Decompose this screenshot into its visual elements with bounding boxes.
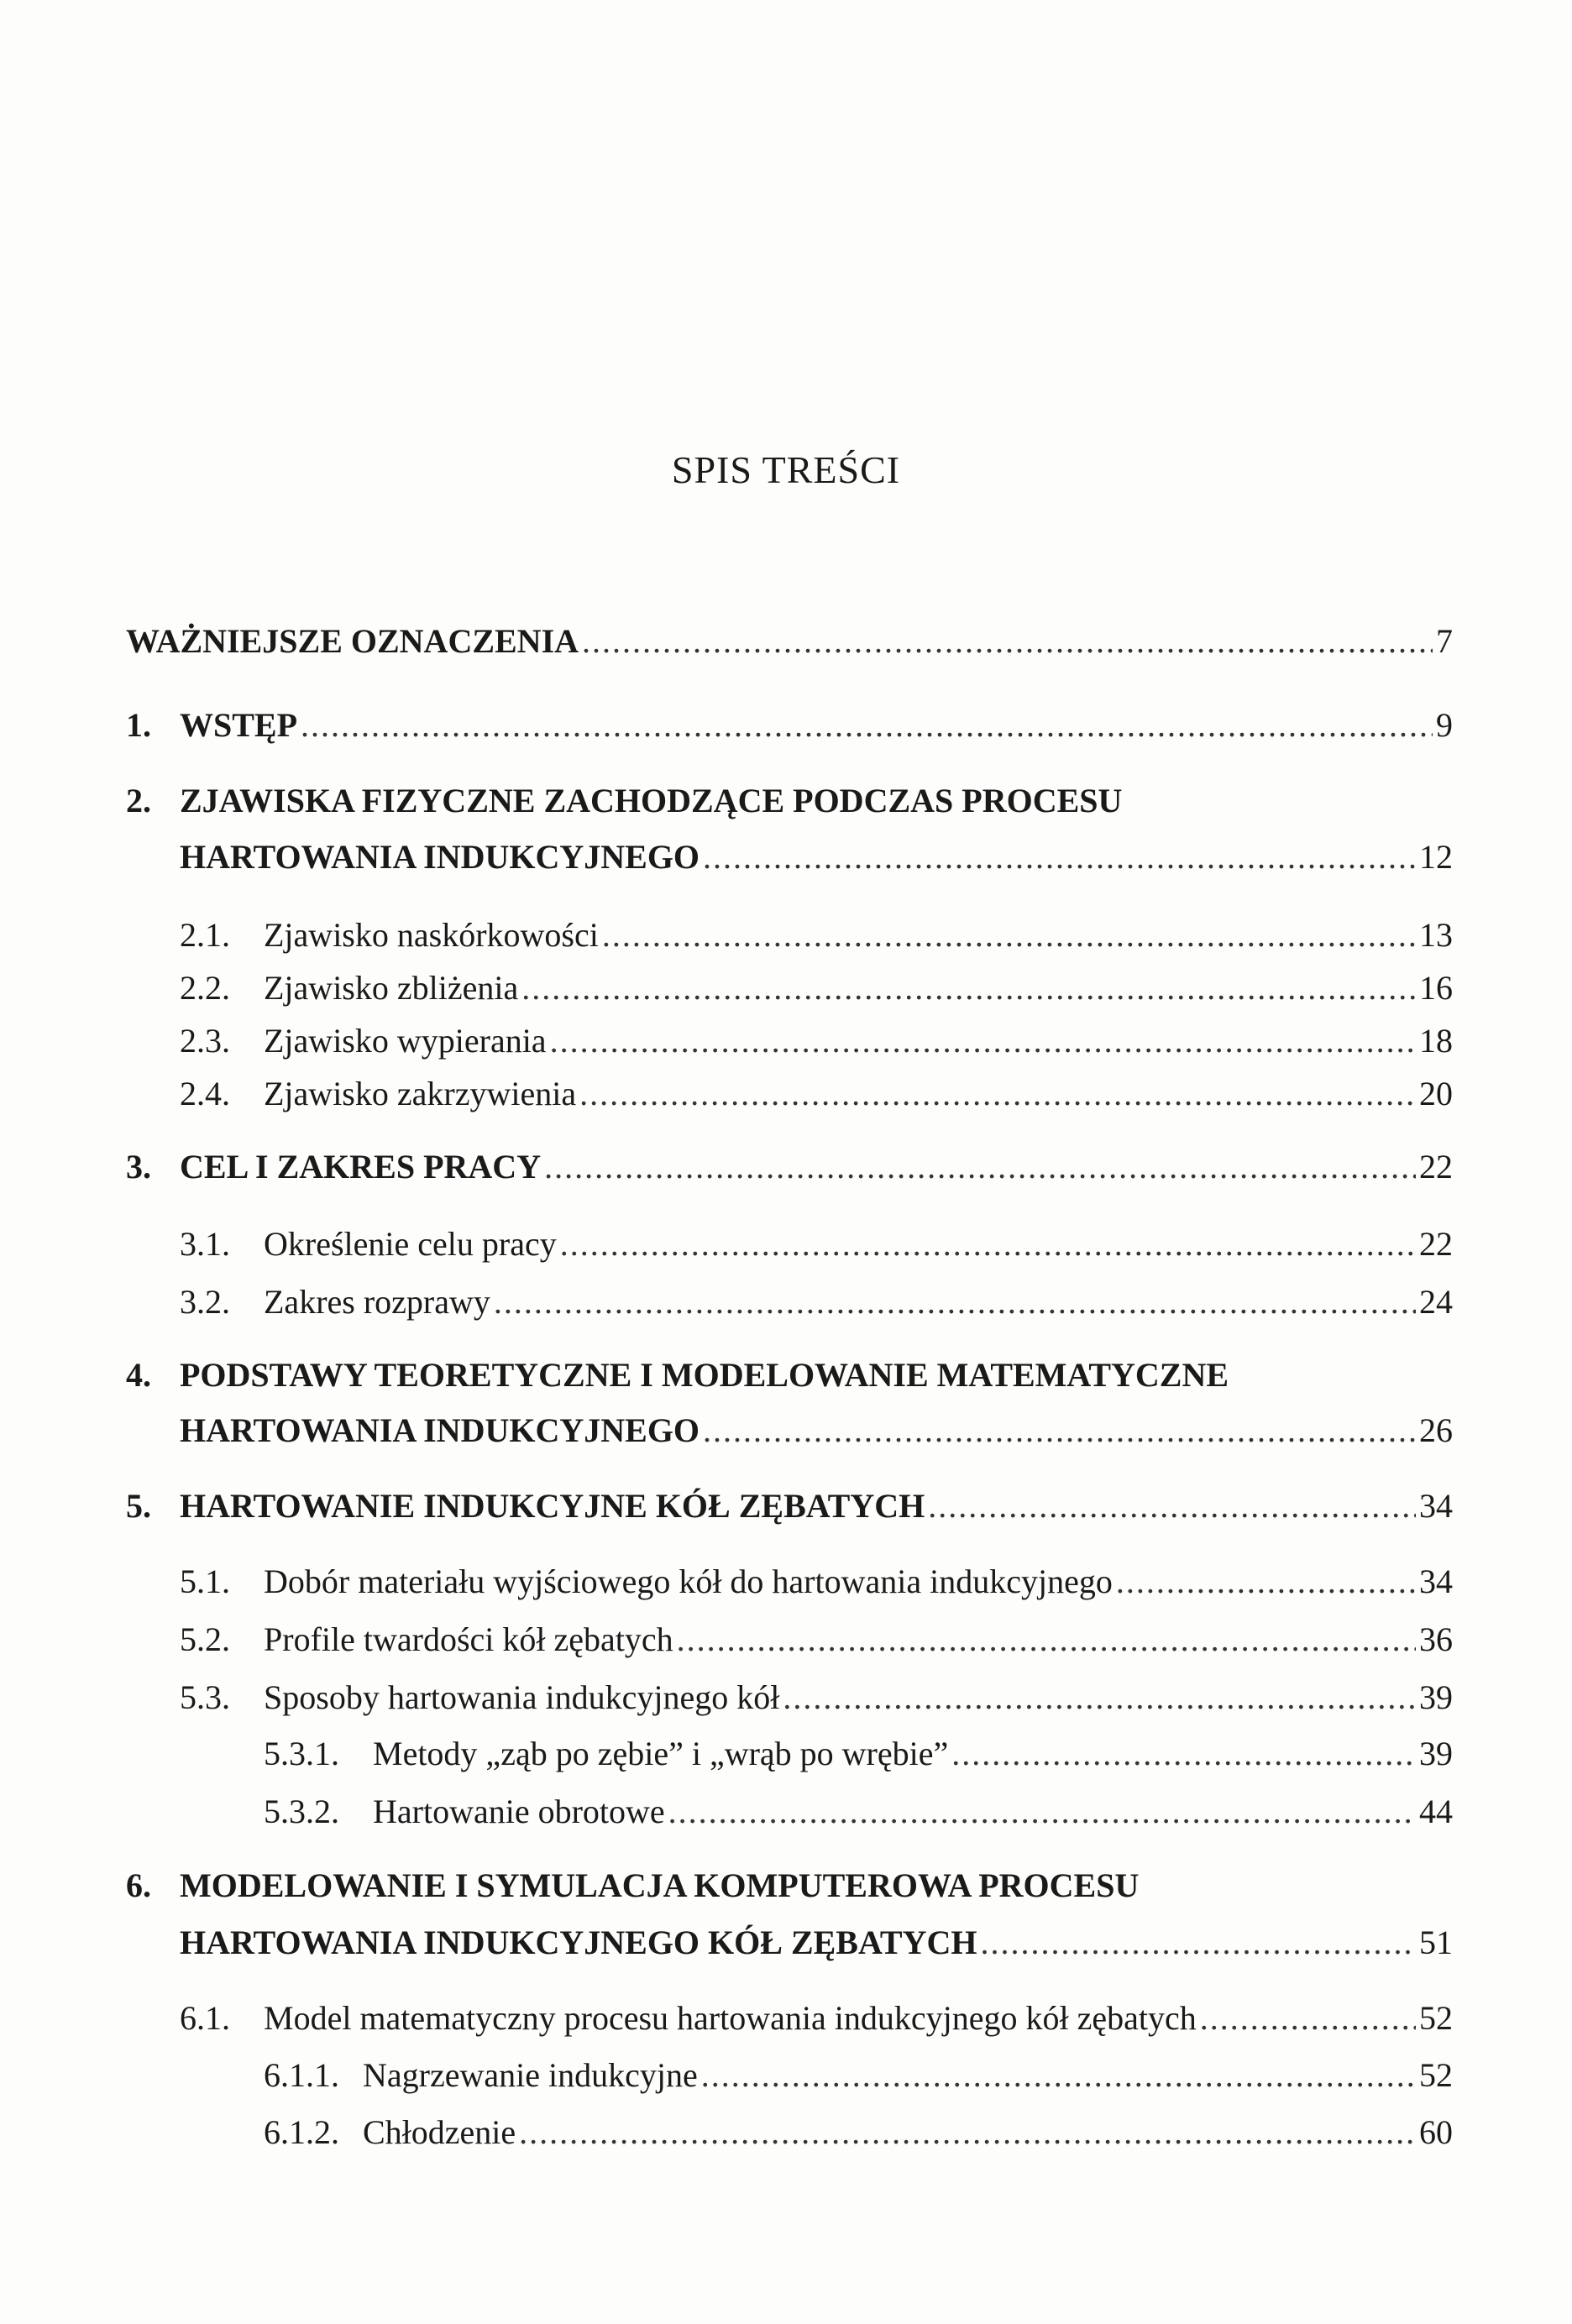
page-title: SPIS TREŚCI — [671, 448, 901, 491]
toc-entry-label: Chłodzenie — [363, 2113, 516, 2151]
toc-entry[interactable] — [180, 1997, 1453, 2040]
dot-leader — [703, 1409, 1416, 1452]
toc-entry[interactable] — [126, 704, 1453, 747]
toc-entry-number: 5.3. — [180, 1678, 230, 1716]
toc-entry-label: HARTOWANIA INDUKCYJNEGO — [180, 1411, 700, 1449]
dot-leader — [301, 704, 1433, 747]
dot-leader — [519, 2111, 1416, 2154]
toc-entry[interactable] — [126, 620, 1453, 663]
dot-leader — [560, 1222, 1416, 1266]
toc-entry-label: Hartowanie obrotowe — [373, 1793, 665, 1830]
toc-page-number: 51 — [1419, 1924, 1453, 1961]
dot-leader — [668, 1790, 1416, 1834]
toc-page-number: 9 — [1436, 706, 1453, 744]
dot-leader — [544, 1145, 1416, 1189]
toc-entry-number: 4. — [126, 1356, 151, 1394]
toc-page-number: 34 — [1419, 1562, 1453, 1600]
toc-entry-number: 3.2. — [180, 1283, 230, 1321]
toc-entry-label: Zjawisko wypierania — [264, 1022, 547, 1060]
toc-entry[interactable] — [180, 1222, 1453, 1266]
toc-entry-label: CEL I ZAKRES PRACY — [180, 1148, 542, 1186]
toc-entry-label: WAŻNIEJSZE OZNACZENIA — [126, 622, 579, 660]
toc-page-number: 36 — [1419, 1620, 1453, 1658]
toc-entry-label: HARTOWANIE INDUKCYJNE KÓŁ ZĘBATYCH — [180, 1487, 925, 1525]
toc-entry-number: 3.1. — [180, 1225, 230, 1263]
toc-entry[interactable] — [264, 1732, 1453, 1776]
toc-entry-number: 2.4. — [180, 1075, 230, 1112]
toc-page-number: 20 — [1419, 1075, 1453, 1112]
toc-entry[interactable] — [126, 1484, 1453, 1528]
toc-page-number: 22 — [1419, 1225, 1453, 1263]
toc-entry-label: Dobór materiału wyjściowego kół do hartowania indukcyjnego — [264, 1562, 1113, 1600]
dot-leader — [703, 835, 1416, 879]
toc-entry-number: 2. — [126, 782, 151, 819]
toc-page-number: 26 — [1419, 1411, 1453, 1449]
toc-entry[interactable] — [264, 2111, 1453, 2154]
toc-entry-number: 2.3. — [180, 1022, 230, 1060]
toc-entry[interactable] — [180, 1019, 1453, 1063]
toc-entry[interactable] — [180, 1280, 1453, 1324]
toc-entry-number: 2.2. — [180, 969, 230, 1007]
toc-entry[interactable] — [264, 2054, 1453, 2097]
toc-page-number: 24 — [1419, 1283, 1453, 1321]
toc-entry-label: Zjawisko zbliżenia — [264, 969, 519, 1007]
toc-entry-label: HARTOWANIA INDUKCYJNEGO KÓŁ ZĘBATYCH — [180, 1924, 977, 1961]
toc-entry-heading[interactable] — [126, 1353, 1229, 1397]
dot-leader — [579, 1072, 1416, 1116]
toc-entry[interactable] — [180, 966, 1453, 1010]
toc-entry[interactable] — [264, 1790, 1453, 1834]
dot-leader — [701, 2054, 1416, 2097]
toc-entry[interactable] — [126, 1145, 1453, 1189]
toc-page-number: 18 — [1419, 1022, 1453, 1060]
dot-leader — [677, 1618, 1416, 1662]
toc-entry-label: HARTOWANIA INDUKCYJNEGO — [180, 838, 700, 876]
toc-entry-number: 5.3.1. — [264, 1735, 339, 1772]
toc-entry-label: Sposoby hartowania indukcyjnego kół — [264, 1678, 780, 1716]
toc-entry[interactable] — [180, 1921, 1453, 1965]
toc-entry-number: 6.1.1. — [264, 2056, 339, 2094]
toc-entry-heading[interactable] — [126, 779, 1122, 823]
toc-entry[interactable] — [180, 1560, 1453, 1604]
toc-entry-label: Zjawisko naskórkowości — [264, 916, 599, 954]
toc-entry-number: 1. — [126, 706, 151, 744]
toc-entry[interactable] — [180, 835, 1453, 879]
toc-entry-number: 6.1. — [180, 1999, 230, 2037]
toc-entry-number: 3. — [126, 1148, 151, 1186]
toc-page-number: 34 — [1419, 1487, 1453, 1525]
dot-leader — [928, 1484, 1416, 1528]
toc-entry-number: 2.1. — [180, 916, 230, 954]
toc-entry-label: Zjawisko zakrzywienia — [264, 1075, 577, 1112]
dot-leader — [602, 913, 1416, 957]
dot-leader — [1200, 1997, 1416, 2040]
toc-entry-number: 6. — [126, 1866, 151, 1904]
toc-page-number: 52 — [1419, 1999, 1453, 2037]
toc-entry-label-line1: MODELOWANIE I SYMULACJA KOMPUTEROWA PROCESU — [180, 1866, 1140, 1904]
toc-entry-heading[interactable] — [126, 1864, 1139, 1908]
toc-page-number: 13 — [1419, 916, 1453, 954]
toc-entry[interactable] — [180, 1676, 1453, 1719]
dot-leader — [951, 1732, 1416, 1776]
toc-page-number: 39 — [1419, 1735, 1453, 1772]
toc-entry-label: Profile twardości kół zębatych — [264, 1620, 673, 1658]
toc-entry-number: 5.3.2. — [264, 1793, 339, 1830]
dot-leader — [783, 1676, 1416, 1719]
toc-entry-label: Model matematyczny procesu hartowania indukcyjnego kół zębatych — [264, 1999, 1197, 2037]
toc-entry-label: WSTĘP — [180, 706, 298, 744]
toc-page-number: 52 — [1419, 2056, 1453, 2094]
toc-entry[interactable] — [180, 1409, 1453, 1452]
toc-entry-label: Określenie celu pracy — [264, 1225, 557, 1263]
toc-entry-number: 5.1. — [180, 1562, 230, 1600]
toc-page-number: 60 — [1419, 2113, 1453, 2151]
toc-entry-label-line1: ZJAWISKA FIZYCZNE ZACHODZĄCE PODCZAS PROCESU — [180, 782, 1123, 819]
dot-leader — [494, 1280, 1416, 1324]
dot-leader — [550, 1019, 1416, 1063]
toc-entry-label: Nagrzewanie indukcyjne — [363, 2056, 698, 2094]
toc-page-number: 44 — [1419, 1793, 1453, 1830]
toc-entry-number: 5.2. — [180, 1620, 230, 1658]
toc-page-number: 7 — [1436, 622, 1453, 660]
toc-entry-number: 5. — [126, 1487, 151, 1525]
toc-entry-label: Zakres rozprawy — [264, 1283, 490, 1321]
toc-page-number: 16 — [1419, 969, 1453, 1007]
toc-entry[interactable] — [180, 1072, 1453, 1116]
toc-entry-label-line1: PODSTAWY TEORETYCZNE I MODELOWANIE MATEMATYCZNE — [180, 1356, 1229, 1394]
toc-page-number: 22 — [1419, 1148, 1453, 1186]
dot-leader — [582, 620, 1433, 663]
dot-leader — [521, 966, 1416, 1010]
dot-leader — [980, 1921, 1416, 1965]
toc-entry[interactable] — [180, 1618, 1453, 1662]
toc-entry-number: 6.1.2. — [264, 2113, 339, 2151]
toc-entry-label: Metody „ząb po zębie” i „wrąb po wrębie” — [373, 1735, 949, 1772]
dot-leader — [1116, 1560, 1416, 1604]
toc-page-number: 12 — [1419, 838, 1453, 876]
toc-page-number: 39 — [1419, 1678, 1453, 1716]
toc-entry[interactable] — [180, 913, 1453, 957]
